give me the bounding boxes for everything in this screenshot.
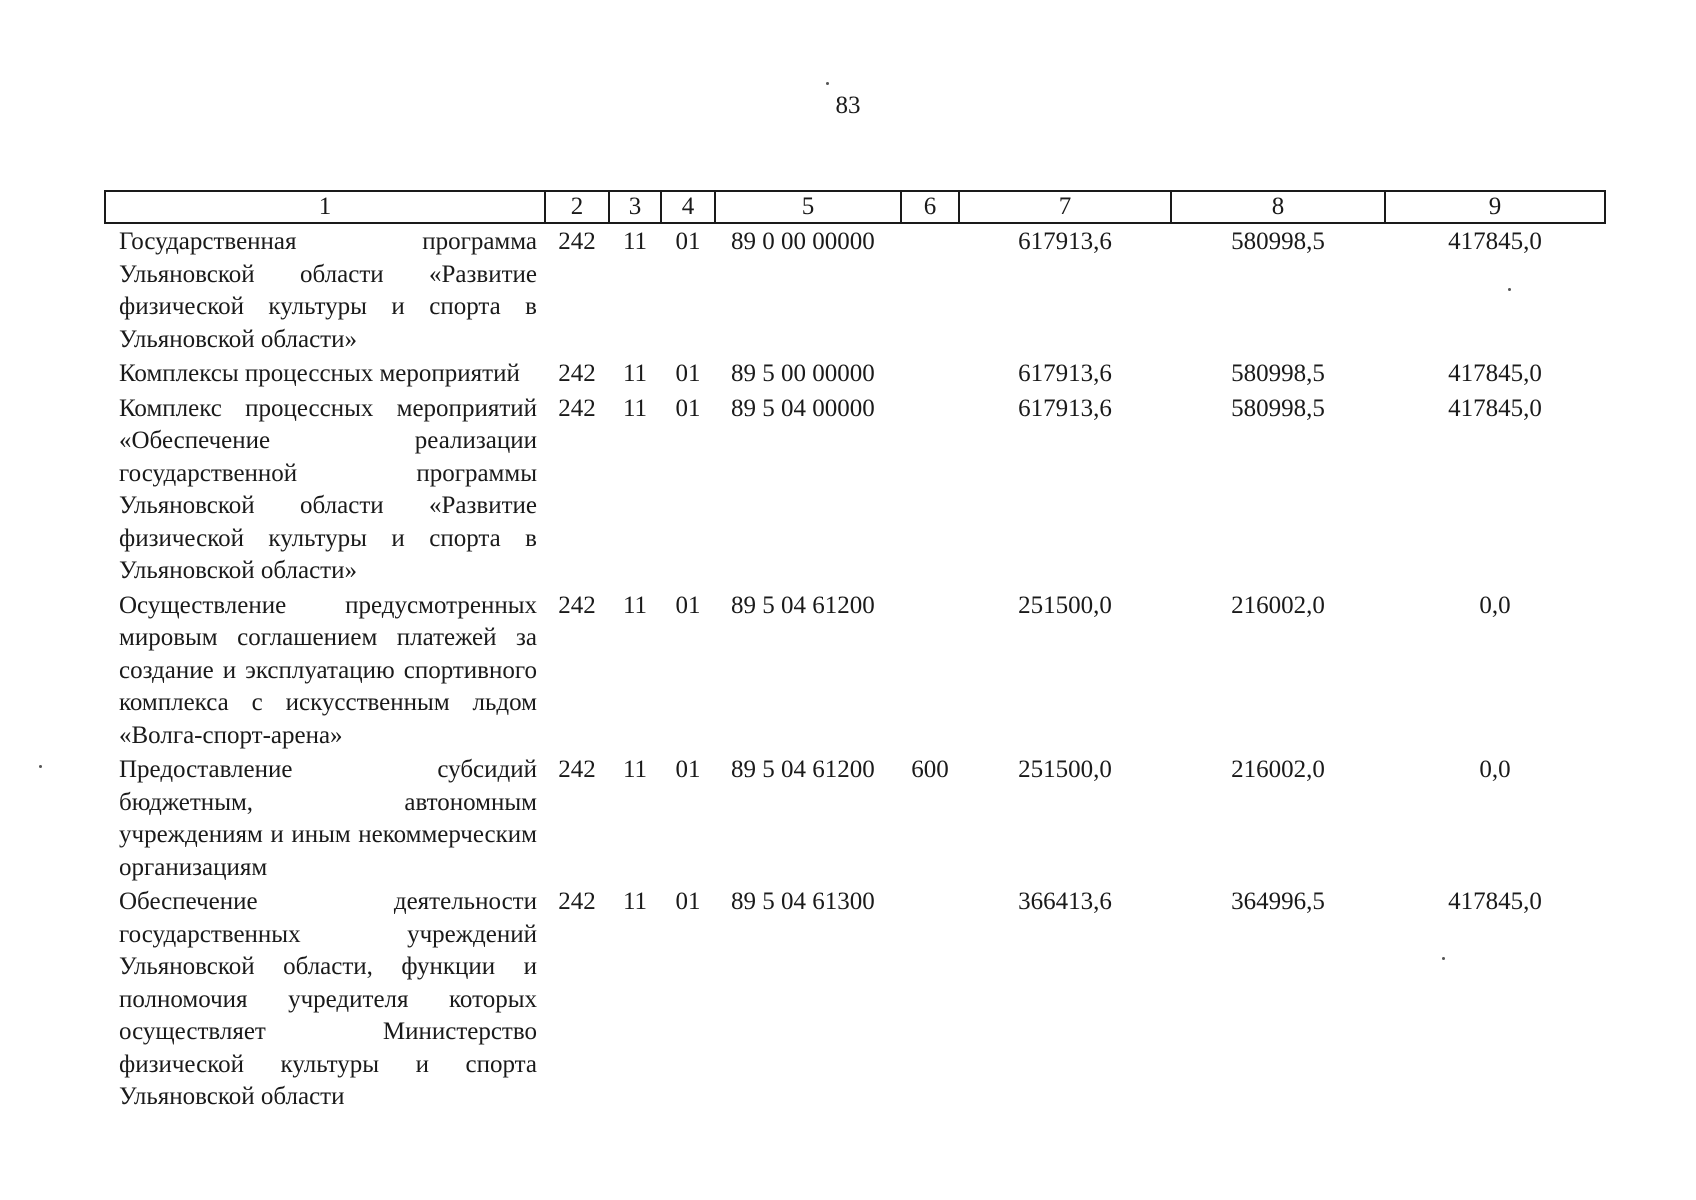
row-name: Государственная программа Ульяновской области «Развитие физической культуры и спорта в Ульяновской области» bbox=[119, 228, 537, 353]
row-amount-7: 366413,6 bbox=[1018, 888, 1112, 915]
row-amount-8: 580998,5 bbox=[1231, 228, 1325, 255]
row-code-3: 11 bbox=[622, 888, 648, 915]
table-row bbox=[105, 588, 1605, 753]
header-cell: 9 bbox=[1385, 191, 1605, 223]
row-target-article: 89 5 04 61200 bbox=[731, 756, 875, 783]
row-name: Комплекс процессных мероприятий «Обеспечение реализации государственной программы Ульяновской области «Развитие физической культуры и спорта в Ульяновской области» bbox=[119, 394, 537, 584]
row-target-article: 89 5 04 00000 bbox=[731, 394, 875, 422]
row-expense-type bbox=[901, 391, 959, 588]
row-amount-7: 617913,6 bbox=[1018, 394, 1112, 422]
row-expense-type: 600 bbox=[911, 756, 949, 783]
row-amount-8: 216002,0 bbox=[1231, 591, 1325, 619]
row-code-3: 11 bbox=[622, 228, 648, 255]
row-code-4: 01 bbox=[675, 394, 701, 422]
row-target-article: 89 5 04 61300 bbox=[731, 888, 875, 915]
budget-table-container bbox=[104, 190, 1604, 1114]
row-expense-type bbox=[901, 356, 959, 391]
row-amount-9: 417845,0 bbox=[1448, 360, 1542, 387]
row-amount-9: 0,0 bbox=[1479, 591, 1511, 619]
budget-table bbox=[104, 190, 1606, 1114]
header-cell: 6 bbox=[901, 191, 959, 223]
row-code-2: 242 bbox=[558, 228, 596, 255]
row-amount-7: 617913,6 bbox=[1018, 360, 1112, 387]
row-name: Комплексы процессных мероприятий bbox=[119, 360, 520, 387]
row-target-article: 89 0 00 00000 bbox=[731, 228, 875, 255]
row-name: Обеспечение деятельности государственных учреждений Ульяновской области, функции и полномочия учредителя которых осуществляет Министерство физической культуры и спорта Ульяновской области bbox=[119, 888, 537, 1110]
row-name: Предоставление субсидий бюджетным, автономным учреждениям и иным некоммерческим организациям bbox=[119, 756, 537, 881]
row-code-3: 11 bbox=[622, 756, 648, 783]
table-row bbox=[105, 391, 1605, 588]
row-amount-8: 364996,5 bbox=[1231, 888, 1325, 915]
row-code-4: 01 bbox=[675, 591, 701, 619]
row-target-article: 89 5 00 00000 bbox=[731, 360, 875, 387]
row-name: Осуществление предусмотренных мировым соглашением платежей за создание и эксплуатацию спортивного комплекса с искусственным льдом «Волга-спорт-арена» bbox=[119, 591, 537, 749]
row-amount-9: 417845,0 bbox=[1448, 394, 1542, 422]
header-cell: 5 bbox=[715, 191, 901, 223]
row-code-3: 11 bbox=[622, 591, 648, 619]
row-amount-8: 580998,5 bbox=[1231, 360, 1325, 387]
row-amount-9: 0,0 bbox=[1479, 756, 1511, 783]
row-code-2: 242 bbox=[558, 888, 596, 915]
header-cell: 4 bbox=[661, 191, 715, 223]
header-row bbox=[105, 191, 1605, 223]
header-cell: 7 bbox=[959, 191, 1171, 223]
row-expense-type bbox=[901, 884, 959, 1114]
row-amount-9: 417845,0 bbox=[1448, 888, 1542, 915]
row-expense-type bbox=[901, 223, 959, 356]
row-code-2: 242 bbox=[558, 756, 596, 783]
table-row bbox=[105, 356, 1605, 391]
row-amount-7: 251500,0 bbox=[1018, 756, 1112, 783]
row-code-3: 11 bbox=[622, 360, 648, 387]
row-amount-7: 251500,0 bbox=[1018, 591, 1112, 619]
row-code-2: 242 bbox=[558, 360, 596, 387]
header-cell: 8 bbox=[1171, 191, 1385, 223]
row-amount-7: 617913,6 bbox=[1018, 228, 1112, 255]
header-cell: 1 bbox=[105, 191, 545, 223]
row-target-article: 89 5 04 61200 bbox=[731, 591, 875, 619]
row-code-2: 242 bbox=[558, 394, 596, 422]
row-code-4: 01 bbox=[675, 888, 701, 915]
row-amount-8: 580998,5 bbox=[1231, 394, 1325, 422]
table-row bbox=[105, 752, 1605, 884]
header-cell: 3 bbox=[609, 191, 661, 223]
table-row bbox=[105, 223, 1605, 356]
scan-speck bbox=[39, 765, 42, 768]
row-code-4: 01 bbox=[675, 360, 701, 387]
scan-speck bbox=[826, 82, 829, 85]
row-amount-8: 216002,0 bbox=[1231, 756, 1325, 783]
row-code-2: 242 bbox=[558, 591, 596, 619]
page-number: 83 bbox=[835, 92, 861, 119]
row-code-4: 01 bbox=[675, 756, 701, 783]
header-cell: 2 bbox=[545, 191, 609, 223]
row-expense-type bbox=[901, 588, 959, 753]
table-row bbox=[105, 884, 1605, 1114]
row-code-3: 11 bbox=[622, 394, 648, 422]
row-amount-9: 417845,0 bbox=[1448, 228, 1542, 255]
row-code-4: 01 bbox=[675, 228, 701, 255]
